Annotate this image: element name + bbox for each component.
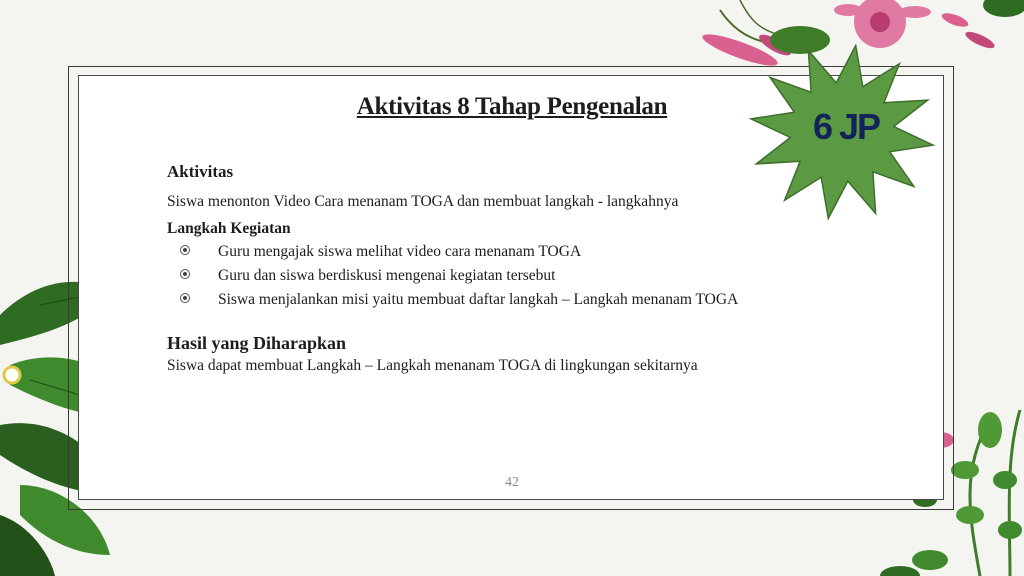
list-item xyxy=(180,266,738,290)
steps-list xyxy=(180,242,738,314)
activity-description: Siswa menonton Video Cara menanam TOGA dan membuat langkah - langkahnya xyxy=(167,193,679,210)
steps-heading: Langkah Kegiatan xyxy=(167,220,291,237)
radio-bullet-icon xyxy=(180,293,190,303)
slide-title: Aktivitas 8 Tahap Pengenalan xyxy=(356,93,668,120)
activity-heading: Aktivitas xyxy=(167,162,234,181)
radio-bullet-icon xyxy=(180,269,190,279)
badge-label: 6 JP xyxy=(812,106,880,147)
page-number: 42 xyxy=(505,475,519,490)
list-item xyxy=(180,290,738,314)
list-item-text: Guru mengajak siswa melihat video cara menanam TOGA xyxy=(218,243,582,260)
list-item xyxy=(180,242,738,266)
results-text: Siswa dapat membuat Langkah – Langkah menanam TOGA di lingkungan sekitarnya xyxy=(167,357,698,374)
radio-bullet-icon xyxy=(180,245,190,255)
list-item-text: Guru dan siswa berdiskusi mengenai kegiatan tersebut xyxy=(218,267,556,284)
results-heading: Hasil yang Diharapkan xyxy=(167,333,347,353)
list-item-text: Siswa menjalankan misi yaitu membuat daftar langkah – Langkah menanam TOGA xyxy=(218,291,739,308)
